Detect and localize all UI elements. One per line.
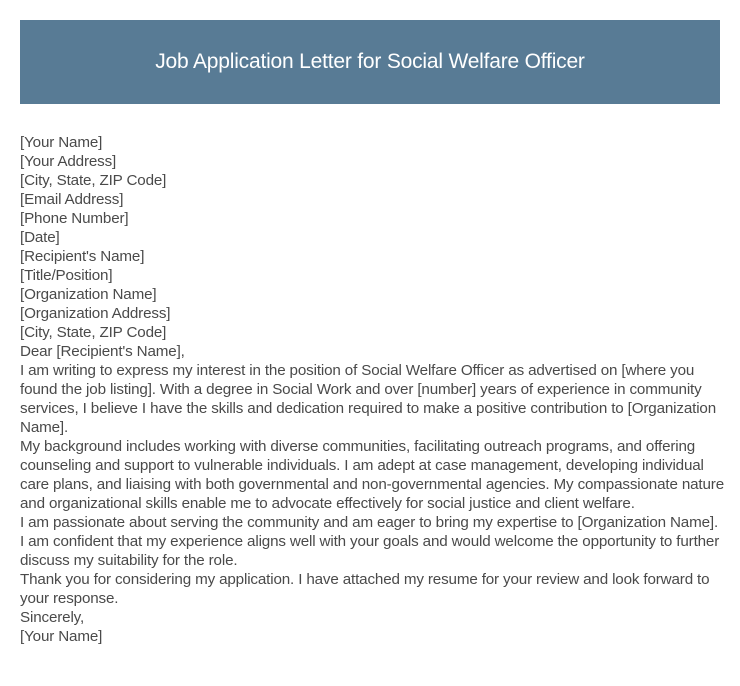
header-banner	[20, 20, 720, 104]
recipient-block	[20, 247, 724, 342]
paragraph-motivation: I am passionate about serving the community and am eager to bring my expertise to [Organization Name]. I am confident that my experience aligns well with your goals and would welcome the opportunity to further discuss my suitability for the role.	[20, 514, 720, 569]
sender-block	[20, 133, 724, 247]
page-title: Job Application Letter for Social Welfare Officer	[155, 50, 585, 73]
sender-address: [Your Address]	[20, 153, 117, 170]
sender-city-state-zip: [City, State, ZIP Code]	[20, 172, 167, 189]
recipient-organization-address: [Organization Address]	[20, 305, 171, 322]
recipient-organization: [Organization Name]	[20, 286, 157, 303]
letter-date: [Date]	[20, 229, 60, 246]
recipient-city-state-zip: [City, State, ZIP Code]	[20, 324, 167, 341]
sender-phone: [Phone Number]	[20, 210, 129, 227]
paragraph-background: My background includes working with diverse communities, facilitating outreach programs, and offering counseling and support to vulnerable individuals. I am adept at case management, developing individual care plans, and liaising with both governmental and non-governmental agencies. My compassionate nature and organizational skills enable me to advocate effectively for social justice and client welfare.	[20, 438, 725, 512]
sender-email: [Email Address]	[20, 191, 124, 208]
paragraph-closing: Thank you for considering my application. I have attached my resume for your review and look forward to your response.	[20, 571, 710, 607]
sender-name: [Your Name]	[20, 134, 103, 151]
closing: Sincerely,	[20, 609, 85, 626]
letter-body	[20, 133, 724, 646]
salutation: Dear [Recipient's Name],	[20, 343, 185, 360]
recipient-title: [Title/Position]	[20, 267, 113, 284]
signature: [Your Name]	[20, 628, 103, 645]
paragraph-intro: I am writing to express my interest in the position of Social Welfare Officer as advertised on [where you found the job listing]. With a degree in Social Work and over [number] years of experience in community services, I believe I have the skills and dedication required to make a positive contribution to [Organization Name].	[20, 362, 717, 436]
recipient-name: [Recipient's Name]	[20, 248, 145, 265]
